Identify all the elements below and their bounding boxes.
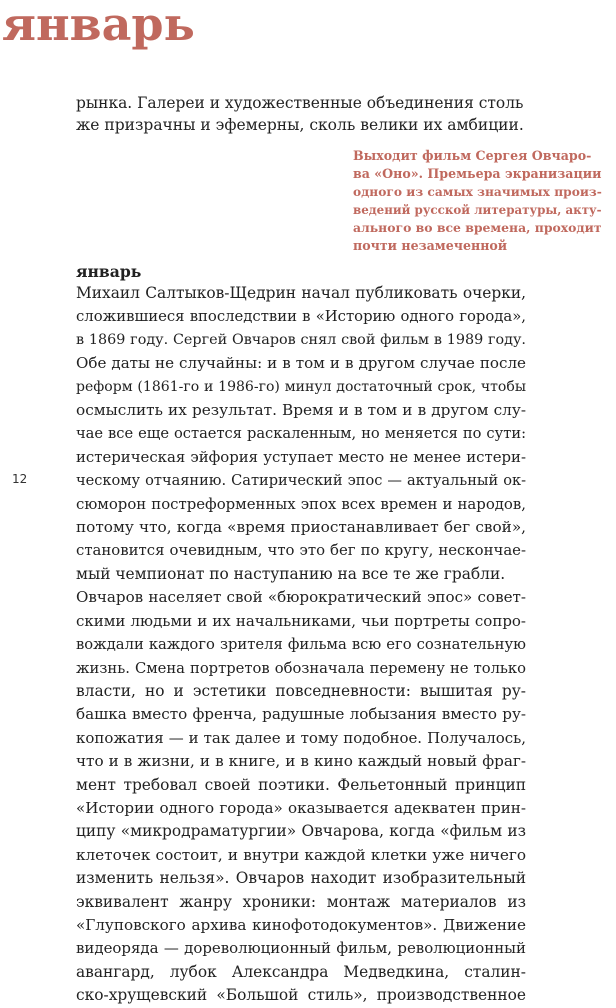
body-line: ческому отчаянию. Сатирический эпос — актуальный ок- xyxy=(76,472,526,490)
sidenote-line: ального во все времена, проходит xyxy=(353,220,602,235)
page-number: 12 xyxy=(12,472,28,486)
body-line: видеоряда — дореволюционный фильм, революционный xyxy=(76,939,526,958)
body-line: скими людьми и их начальниками, чьи портреты сопро- xyxy=(76,611,526,630)
body-line: вождали каждого зрителя фильма всю его сознательную xyxy=(76,636,526,654)
intro-paragraph xyxy=(76,92,526,136)
body-line: Обе даты не случайны: и в том и в другом случае после xyxy=(76,354,526,373)
sidenote-line: ва «Оно». Премьера экранизации xyxy=(353,166,602,181)
sidenote-line: Выходит фильм Сергея Овчаро- xyxy=(353,148,592,163)
intro-line: же призрачны и эфемерны, сколь велики их амбиции. xyxy=(76,116,524,134)
body-text xyxy=(76,282,526,1008)
body-line: сложившиеся впоследствии в «Историю одного города», xyxy=(76,308,526,326)
page-header-title: январь xyxy=(2,0,195,51)
body-line: реформ (1861-го и 1986-го) минул достаточный срок, чтобы xyxy=(76,378,526,395)
body-line: власти, но и эстетики повседневности: вышитая ру- xyxy=(76,681,526,700)
body-line: «Глуповского архива кинофотодокументов». Движение xyxy=(76,915,526,934)
body-line: ципу «микродраматургии» Овчарова, когда «фильм из xyxy=(76,822,526,841)
body-line: осмыслить их результат. Время и в том и в другом слу- xyxy=(76,401,526,420)
body-line: жизнь. Смена портретов обозначала перемену не только xyxy=(76,659,526,677)
body-line: башка вместо френча, радушные лобызания вместо ру- xyxy=(76,705,526,724)
body-line: истерическая эйфория уступает место не менее истери- xyxy=(76,447,526,466)
intro-line: рынка. Галереи и художественные объединения столь xyxy=(76,94,524,112)
sidenote xyxy=(353,147,603,255)
sidenote-line: почти незамеченной xyxy=(353,238,508,253)
body-line: изменить нельзя». Овчаров находит изобразительный xyxy=(76,869,526,888)
body-line: сюморон постреформенных эпох всех времен и народов, xyxy=(76,494,526,513)
body-line: что и в жизни, и в книге, и в кино каждый новый фраг- xyxy=(76,752,526,771)
sidenote-line: одного из самых значимых произ- xyxy=(353,185,602,199)
body-line: мент требовал своей поэтики. Фельетонный принцип xyxy=(76,775,526,794)
body-line: потому что, когда «время приостанавливает бег свой», xyxy=(76,518,526,537)
body-line: авангард, лубок Александра Медведкина, сталин- xyxy=(76,962,526,981)
body-line: «Истории одного города» оказывается адекватен прин- xyxy=(76,798,526,817)
body-line: Овчаров населяет свой «бюрократический эпос» совет- xyxy=(76,588,526,607)
body-line: ско-хрущевский «Большой стиль», производственное xyxy=(76,986,526,1005)
sidenote-line: ведений русской литературы, акту- xyxy=(353,203,602,217)
body-line: становится очевидным, что это бег по кругу, нескончае- xyxy=(76,541,526,560)
body-line: эквивалент жанру хроники: монтаж материалов из xyxy=(76,892,526,911)
body-line: клеточек состоит, и внутри каждой клетки уже ничего xyxy=(76,845,526,864)
body-line: копожатия — и так далее и тому подобное. Получалось, xyxy=(76,728,526,747)
section-heading: январь xyxy=(76,262,142,281)
body-line: в 1869 году. Сергей Овчаров снял свой фильм в 1989 году. xyxy=(76,331,526,348)
body-line: Михаил Салтыков-Щедрин начал публиковать очерки, xyxy=(76,284,526,302)
body-line: чае все еще остается раскаленным, но меняется по сути: xyxy=(76,425,526,443)
body-line: мый чемпионат по наступанию на все те же грабли. xyxy=(76,564,506,583)
